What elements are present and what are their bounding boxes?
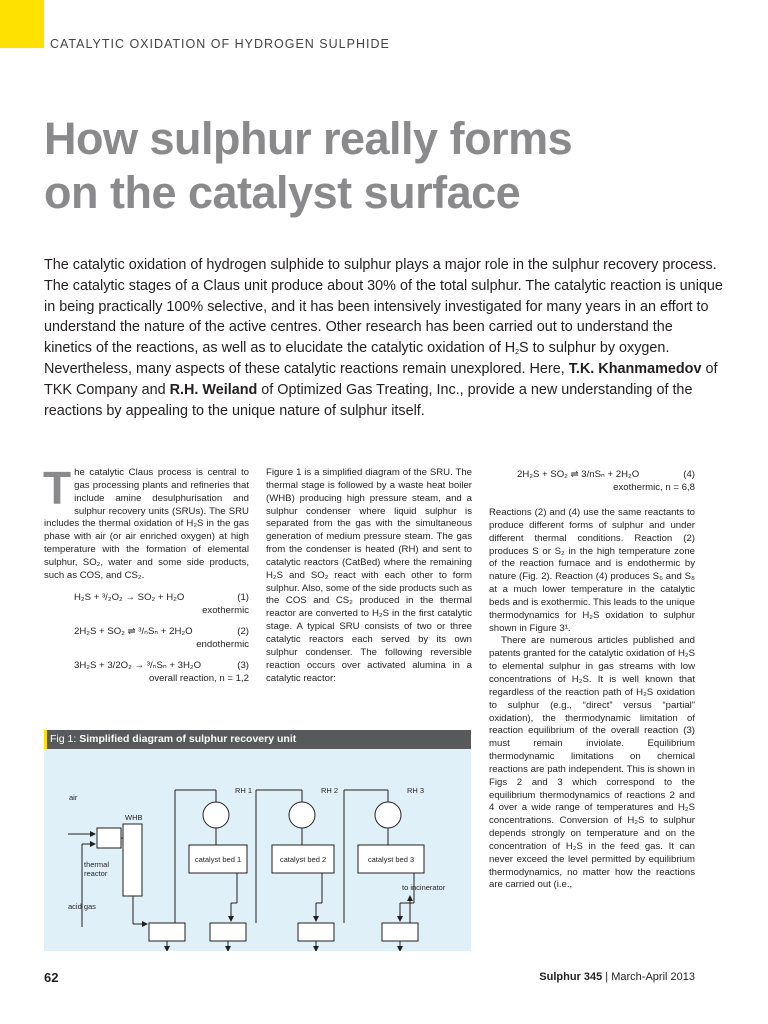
- figure-number: Fig 1:: [50, 733, 77, 745]
- literature-paragraph: There are numerous articles published and patents granted for the catalytic oxidation of H₂S to elemental sulphur in gas streams with low concentrations of H₂S. It is well known that regardless of the reaction path of H₂S oxidation to sulphur (e.g., “direct” versus “partial” oxidation), the thermodynamic limitation of reaction equilibrium of the overall reaction (3) must remain inviolate. Equilibrium thermodynamic limitations on chemical reactions are path independent. This is shown in Figs 2 and 3 which correspond to the equilibrium thermodynamics of reactions 2 and 4 over a wide range of temperatures and H₂S concentrations. Conversion of H₂S to sulphur depends strongly on temperature and on the concentration of H₂S in the feed gas. It can never exceed the level permitted by equilibrium thermodynamics, no matter how the reactions are carried out (i.e.,: [489, 635, 695, 891]
- figure-description-paragraph: Figure 1 is a simplified diagram of the SRU. The thermal stage is followed by a waste heat boiler (WHB) producing high pressure steam, and a sulphur condenser where liquid sulphur is separated from the gas with the simultaneous generation of medium pressure steam. The gas from the condenser is heated (RH) and sent to catalytic reactors (CatBed) where the remaining H₂S and SO₂ react with each other to form sulphur. Also, some of the side products such as the COS and CS₂ produced in the thermal reactor are converted to H₂S in the first catalytic stage. A typical SRU consists of two or three catalytic reactors each served by its own sulphur condenser. The following reversible reaction occurs over activated alumina in a catalytic reactor:: [266, 467, 472, 684]
- intro-paragraph: The catalytic Claus process is central to gas processing plants and refineries that include amine desulphurisation and sulphur recovery units (SRUs). The SRU includes the thermal oxidation of H₂S in the gas phase with air (or air enriched oxygen) at high temperature with the formation of elemental sulphur, SO₂, water and some side products, such as COS, and CS₂.: [43, 462, 249, 581]
- author-1: T.K. Khanmamedov: [568, 360, 702, 377]
- article-lede: The catalytic oxidation of hydrogen sulphide to sulphur plays a major role in the sulphur recovery process. The catalytic stages of a Claus unit produce about 30% of the total sulphur. The catalytic reaction is unique in being practically 100% selective, and it has been intensively investigated for many years in an effort to understand the nature of the active centres. Other research has been carried out to understand the kinetics of the reactions, as well as to elucidate the catalytic oxidation of $H_2S$ to sulphur by oxygen. Nevertheless, many aspects of these catalytic reactions remain unexplored. Here, T.K. Khanmamedov of TKK Company and R.H. Weiland of Optimized Gas Treating, Inc., provide a new understanding of the reactions by appealing to the unique nature of sulphur itself.: [44, 257, 723, 419]
- condenser-3-shape: [298, 923, 334, 941]
- whb-shape: [123, 824, 142, 896]
- condenser-4-shape: [382, 923, 418, 941]
- reheater-2-shape: [289, 802, 315, 828]
- label-incinerator: to incinerator: [402, 883, 446, 892]
- label-reactor: reactor: [84, 869, 108, 878]
- article-title: [44, 112, 744, 220]
- title-line-1: How sulphur really forms: [44, 113, 573, 164]
- label-rh2: RH 2: [321, 786, 339, 795]
- equation-1: H₂S + ³/₂O₂ → SO₂ + H₂O (1) exothermic: [74, 591, 249, 616]
- body-column-1: [43, 462, 249, 692]
- equation-4: 2H₂S + SO₂ ⇌ 3/nSₙ + 2H₂O (4) exothermic, n = 6,8: [517, 469, 695, 493]
- page-number: 62: [44, 970, 59, 985]
- body-column-2: [266, 467, 472, 685]
- figure-1: [44, 730, 471, 951]
- figure-caption-bar: [44, 730, 471, 749]
- label-acid-gas: acid gas: [68, 902, 96, 911]
- section-label: CATALYTIC OXIDATION OF HYDROGEN SULPHIDE: [50, 37, 390, 51]
- author-2: R.H. Weiland: [169, 381, 258, 398]
- label-whb: WHB: [125, 813, 143, 822]
- condenser-1-shape: [149, 923, 185, 941]
- equation-3: 3H₂S + 3/2O₂ → ³/ₙSₙ + 3H₂O (3) overall reaction, n = 1,2: [74, 659, 249, 684]
- condenser-2-shape: [210, 923, 246, 941]
- label-bed1: catalyst bed 1: [194, 855, 242, 864]
- figure-title: Simplified diagram of sulphur recovery unit: [79, 733, 297, 745]
- publication-info: Sulphur 345 | March-April 2013: [539, 971, 695, 983]
- title-line-2: on the catalyst surface: [44, 167, 521, 218]
- label-air: air: [69, 793, 78, 802]
- equation-2: 2H₂S + SO₂ ⇌ ³/ₙSₙ + 2H₂O (2) endothermic: [74, 625, 249, 650]
- body-column-3: [489, 467, 695, 892]
- caption-accent: [44, 730, 47, 749]
- drop-cap: T: [43, 462, 72, 514]
- reheater-1-shape: [203, 802, 229, 828]
- label-bed2: catalyst bed 2: [279, 855, 327, 864]
- label-rh1: RH 1: [235, 786, 253, 795]
- corner-accent: [0, 0, 44, 48]
- reheater-3-shape: [375, 802, 401, 828]
- reactions-paragraph: Reactions (2) and (4) use the same reactants to produce different forms of sulphur and under different thermal conditions. Reaction (2) produces S or S₂ in the high temperature zone of the reaction furnace and is endothermic by nature (Fig. 2). Reaction (4) produces S₆ and S₈ at a much lower temperature in the catalytic beds and is exothermic. This leads to the unique thermodynamics for H₂S oxidation to sulphur shown in Figure 3¹.: [489, 507, 695, 634]
- label-rh3: RH 3: [407, 786, 425, 795]
- label-bed3: catalyst bed 3: [367, 855, 415, 864]
- thermal-reactor-shape: [97, 828, 121, 848]
- label-thermal: thermal: [84, 860, 110, 869]
- sru-diagram: [44, 749, 471, 951]
